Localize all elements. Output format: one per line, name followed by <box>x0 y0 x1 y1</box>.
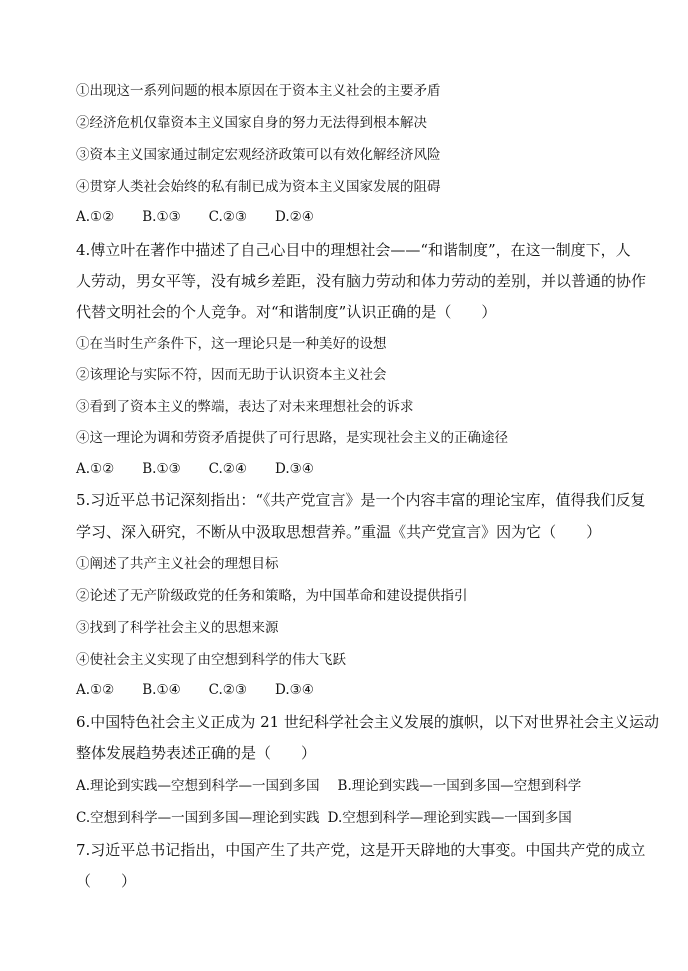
q5-item-1: ①阐述了共产主义社会的理想目标 <box>76 556 279 572</box>
q3-item-1: ①出现这一系列问题的根本原因在于资本主义社会的主要矛盾 <box>76 83 441 99</box>
q4-option-b: B.①③ <box>142 461 181 477</box>
q4-option-a: A.①② <box>76 461 115 477</box>
q3-item-2: ②经济危机仅靠资本主义国家自身的努力无法得到根本解决 <box>76 115 427 131</box>
q3-option-b: B.①③ <box>142 209 181 225</box>
q6-option-row-2 <box>76 808 636 828</box>
q5-stem-line-2: 学习、深入研究，不断从中汲取思想营养。”重温《共产党宣言》因为它（ ） <box>76 523 602 541</box>
q4-stem-line-1: 4.傅立叶在著作中描述了自己心目中的理想社会——“和谐制度”，在这一制度下，人 <box>76 241 631 259</box>
q5-options <box>76 680 636 700</box>
q3-option-c: C.②③ <box>208 209 248 225</box>
q6-option-a: A.理论到实践—空想到科学—一国到多国 <box>76 778 320 794</box>
q5-option-c: C.②③ <box>208 682 248 698</box>
q4-item-2: ②该理论与实际不符，因而无助于认识资本主义社会 <box>76 367 387 383</box>
q5-option-a: A.①② <box>76 682 115 698</box>
q6-option-b: B.理论到实践—一国到多国—空想到科学 <box>337 778 582 794</box>
q5-option-d: D.③④ <box>275 682 314 698</box>
q6-stem-line-1: 6.中国特色社会主义正成为 21 世纪科学社会主义发展的旗帜，以下对世界社会主义运动 <box>76 713 659 731</box>
q3-options <box>76 207 636 227</box>
q7-stem-line-2: （ ） <box>76 872 137 890</box>
q6-stem-line-2: 整体发展趋势表述正确的是（ ） <box>76 744 317 762</box>
q4-stem-line-3: 代替文明社会的个人竞争。对“和谐制度”认识正确的是（ ） <box>76 303 497 321</box>
q6-option-d: D.空想到科学—理论到实践—一国到多国 <box>327 810 572 826</box>
q4-item-3: ③看到了资本主义的弊端，表达了对未来理想社会的诉求 <box>76 399 414 415</box>
q4-item-4: ④这一理论为调和劳资矛盾提供了可行思路，是实现社会主义的正确途径 <box>76 430 508 446</box>
q6-option-row-1 <box>76 776 636 796</box>
q7-stem-line-1: 7.习近平总书记指出，中国产生了共产党，这是开天辟地的大事变。中国共产党的成立 <box>76 841 646 859</box>
q3-option-a: A.①② <box>76 209 115 225</box>
q3-option-d: D.②④ <box>275 209 314 225</box>
q5-item-2: ②论述了无产阶级政党的任务和策略，为中国革命和建设提供指引 <box>76 588 468 604</box>
q4-option-c: C.②④ <box>208 461 248 477</box>
q5-item-4: ④使社会主义实现了由空想到科学的伟大飞跃 <box>76 652 346 668</box>
q5-option-b: B.①④ <box>142 682 181 698</box>
q4-item-1: ①在当时生产条件下，这一理论只是一种美好的设想 <box>76 336 387 352</box>
q3-item-4: ④贯穿人类社会始终的私有制已成为资本主义国家发展的阻碍 <box>76 179 441 195</box>
q3-item-3: ③资本主义国家通过制定宏观经济政策可以有效化解经济风险 <box>76 147 441 163</box>
q5-stem-line-1: 5.习近平总书记深刻指出：“《共产党宣言》是一个内容丰富的理论宝库，值得我们反复 <box>76 491 646 509</box>
q4-option-d: D.③④ <box>275 461 314 477</box>
q4-options <box>76 459 636 479</box>
q6-option-c: C.空想到科学—一国到多国—理论到实践 <box>76 810 320 826</box>
q4-stem-line-2: 人劳动，男女平等，没有城乡差距，没有脑力劳动和体力劳动的差别，并以普通的协作 <box>76 272 647 290</box>
q5-item-3: ③找到了科学社会主义的思想来源 <box>76 620 279 636</box>
